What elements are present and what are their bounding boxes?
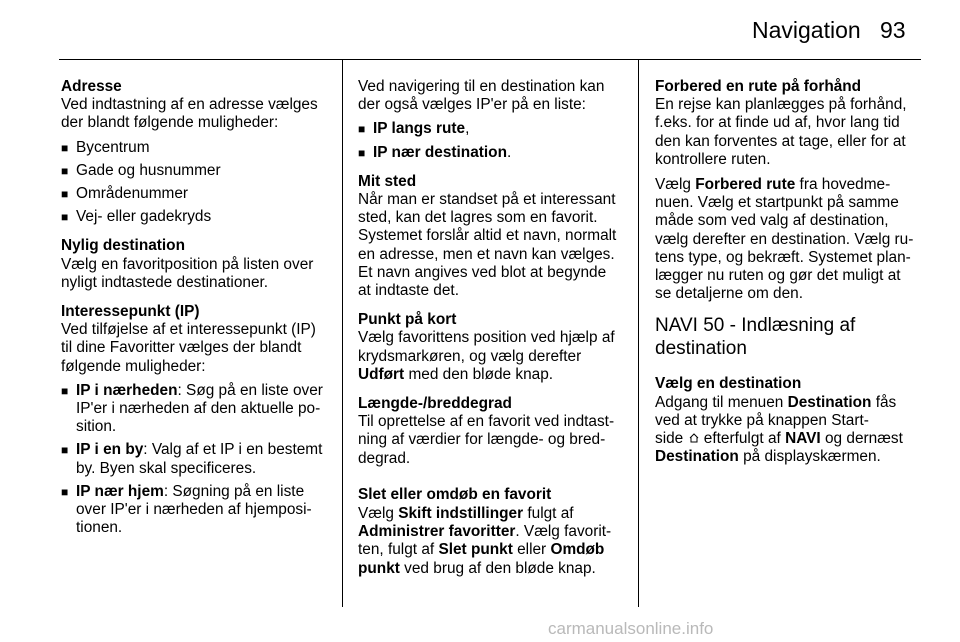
section-vaelg-destination	[655, 375, 923, 466]
list-item: ■ IP langs rute,	[358, 120, 470, 138]
section-body: Når man er standset på et interessant sted, kan det lagres som en favorit. Systemet forslår altid et navn, normalt en adresse, men et navn kan vælges. Et navn angives ved blot at begynde at indtaste det.	[358, 191, 617, 300]
column-divider-2	[638, 60, 639, 607]
section-body: Vælg en favoritposition på listen over nyligt indtastede destinationer.	[61, 255, 314, 291]
column-3	[655, 78, 923, 477]
option-list	[61, 382, 329, 538]
section-body: Vælg Skift indstillinger fulgt af Administrer favoritter. Vælg favorit‑ ten, fulgt af Slet punkt eller Omdøb punkt ved brug af den bløde knap.	[358, 505, 612, 577]
option-list	[358, 120, 628, 161]
list-item: ■ IP i en by: Valg af et IP i en bestemt by. Byen skal specificeres.	[61, 441, 323, 477]
bullet-icon: ■	[61, 443, 69, 458]
section-interessepunkt	[61, 303, 329, 537]
column-1	[61, 78, 329, 548]
section-heading: Interessepunkt (IP)	[61, 303, 200, 321]
section-body: Ved tilføjelse af et interessepunkt (IP) til dine Favoritter vælges der blandt følgende muligheder:	[61, 321, 316, 375]
bullet-icon: ■	[61, 210, 69, 225]
bullet-icon: ■	[61, 163, 69, 178]
section-heading: Mit sted	[358, 172, 417, 190]
bullet-icon: ■	[358, 145, 366, 160]
list-item: ■ IP nær destination.	[358, 143, 512, 161]
column-divider-1	[342, 60, 343, 607]
bullet-icon: ■	[61, 187, 69, 202]
section-body-cont: Udført med den bløde knap.	[358, 365, 554, 383]
section-heading: Adresse	[61, 78, 122, 95]
list-item: ■ Gade og husnummer	[61, 161, 221, 179]
section-body: En rejse kan planlægges på forhånd, f.eks. for at finde ud af, hvor lang tid den kan forventes at tage, eller for at kontrollere ruten.	[655, 96, 907, 168]
bullet-icon: ■	[61, 140, 69, 155]
list-item: ■ IP nær hjem: Søgning på en liste over IP'er i nærheden af hjemposi‑ tionen.	[61, 482, 312, 537]
section-heading: Vælg en destination	[655, 375, 802, 393]
list-item: ■ Vej- eller gadekryds	[61, 208, 212, 226]
watermark: carmanualsonline.info	[548, 619, 714, 638]
section-body: Til oprettelse af en favorit ved indtast‑ ning af værdier for længde- og bred‑ degrad.	[358, 413, 615, 467]
header-rule	[59, 59, 921, 60]
chapter-heading: NAVI 50 - Indlæsning af destination	[655, 315, 856, 360]
section-body: Ved navigering til en destination kan der også vælges IP'er på en liste:	[358, 78, 605, 114]
list-item: ■ Områdenummer	[61, 185, 189, 203]
bullet-icon: ■	[61, 484, 69, 499]
option-list	[61, 139, 329, 227]
section-punkt-paa-kort	[358, 311, 628, 384]
section-body-2: Vælg Forbered rute fra hovedme‑ nuen. Vælg et startpunkt på samme måde som ved valg af destination, vælg derefter en destination. Vælg ru‑ tens type, og bekræft. Systemet plan‑ lægger nu ruten og gør det muligt at se detaljerne om den.	[655, 176, 914, 303]
section-laengde-breddegrad	[358, 395, 628, 468]
home-button-icon	[688, 431, 700, 443]
page-number: 93	[880, 17, 906, 43]
section-ip-liste	[358, 78, 628, 162]
section-heading: Nylig destination	[61, 237, 185, 255]
column-2	[358, 78, 628, 589]
page-header-title: Navigation	[752, 17, 861, 43]
section-adresse	[61, 78, 329, 226]
section-heading: Punkt på kort	[358, 311, 457, 329]
section-mit-sted	[358, 173, 628, 300]
section-body: Ved indtastning af en adresse vælges der blandt følgende muligheder:	[61, 96, 318, 132]
section-heading: Længde-/breddegrad	[358, 395, 512, 413]
section-body: Vælg favorittens position ved hjælp af krydsmarkøren, og vælg derefter	[358, 329, 615, 365]
list-item: ■ Bycentrum	[61, 138, 150, 156]
list-item: ■ IP i nærheden: Søg på en liste over IP'er i nærheden af den aktuelle po‑ sition.	[61, 381, 323, 436]
bullet-icon: ■	[61, 383, 69, 398]
section-heading: Forbered en rute på forhånd	[655, 78, 862, 95]
section-body: Adgang til menuen Destination fås ved at trykke på knappen Start‑ side efterfulgt af NAVI og dernæst Destination på displayskærmen.	[655, 393, 903, 466]
bullet-icon: ■	[358, 122, 366, 137]
section-nylig-destination	[61, 237, 329, 292]
section-forbered-rute	[655, 78, 923, 303]
section-slet-omdoeb	[358, 486, 628, 578]
section-heading: Slet eller omdøb en favorit	[358, 485, 552, 503]
